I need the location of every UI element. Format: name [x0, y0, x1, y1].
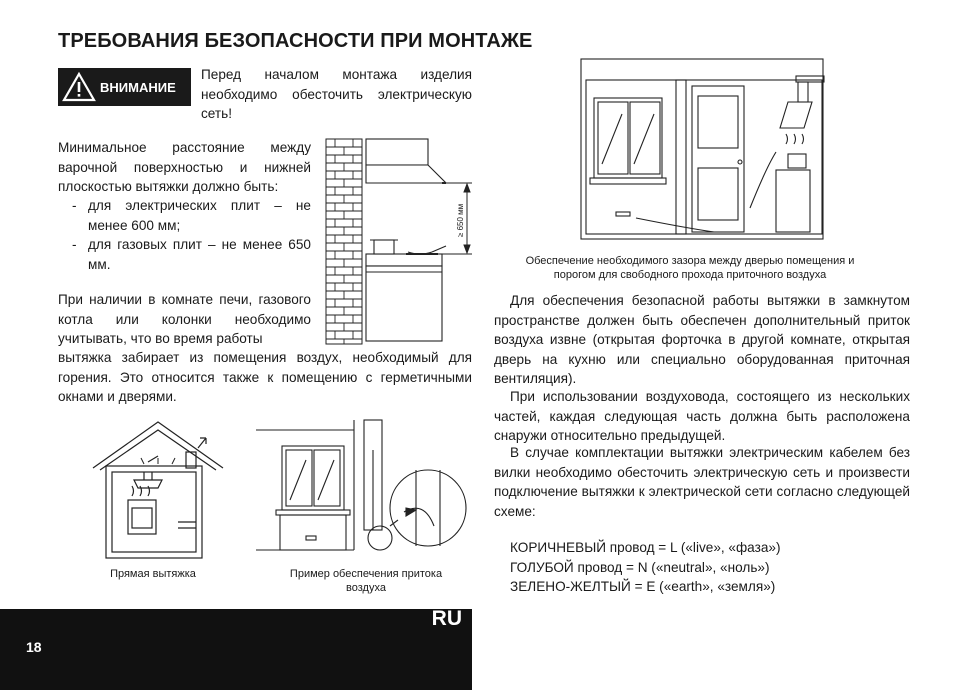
wiring-green-yellow: ЗЕЛЕНО-ЖЕЛТЫЙ = E («earth», «земля») — [510, 579, 776, 594]
warning-label: ВНИМАНИЕ — [100, 79, 176, 95]
language-label: RU — [431, 607, 462, 630]
hood-diagram — [320, 136, 480, 346]
direct-hood-caption: Прямая вытяжка — [110, 568, 196, 580]
page-number: 18 — [26, 639, 42, 655]
page-footer — [0, 609, 472, 690]
min-distance-intro: Минимальное расстояние между варочной поверхностью и нижней плоскостью вытяжки должно быть: — [58, 140, 311, 194]
warning-badge — [58, 68, 191, 106]
air-inflow-caption: Пример обеспечения притока воздуха — [289, 568, 443, 594]
warning-text: Перед началом монтажа изделия необходимо обесточить электрическую сеть! — [201, 67, 472, 121]
door-gap-diagram — [580, 58, 826, 240]
wiring-brown: КОРИЧНЕВЫЙ провод = L («live», «фаза») — [510, 540, 781, 555]
right-paragraph-1: Для обеспечения безопасной работы вытяжки в замкнутом пространстве должен быть обеспечен дополнительный приток воздуха извне (открытая форточка в другой комнате, открытая дверь на кухню или специально оборудованная приточная вентиляция). — [494, 293, 910, 386]
right-paragraph-3: В случае комплектации вытяжки электрическим кабелем без вилки необходимо обесточить электрическую сеть и произвести подключение вытяжки к электрической сети согласно следующей схеме: — [494, 445, 910, 519]
door-gap-caption: Обеспечение необходимого зазора между дверью помещения и порогом для свободного прохода приточного воздуха — [525, 255, 855, 281]
stove-paragraph-wide: вытяжка забирает из помещения воздух, необходимый для горения. Это относится также к помещению с герметичными окнами и дверями. — [58, 350, 472, 404]
list-item: - для электрических плит – не менее 600 мм; — [58, 196, 311, 235]
page-title: ТРЕБОВАНИЯ БЕЗОПАСНОСТИ ПРИ МОНТАЖЕ — [58, 30, 533, 52]
wiring-list — [510, 538, 780, 597]
right-paragraph-2: При использовании воздуховода, состоящего из нескольких частей, каждая следующая часть должна быть расположена снаружи относительно предыдущей. — [494, 389, 910, 443]
air-inflow-diagram — [256, 420, 466, 565]
warning-triangle-icon — [62, 72, 96, 102]
dimension-label: ≥ 650 мм — [456, 203, 465, 237]
list-item: - для газовых плит – не менее 650 мм. — [58, 235, 311, 274]
wiring-blue: ГОЛУБОЙ провод = N («neutral», «ноль») — [510, 559, 770, 575]
direct-hood-diagram — [88, 418, 228, 563]
min-distance-list — [58, 196, 311, 274]
stove-paragraph-narrow: При наличии в комнате печи, газового котла или колонки необходимо учитывать, что во время работы — [58, 292, 311, 346]
